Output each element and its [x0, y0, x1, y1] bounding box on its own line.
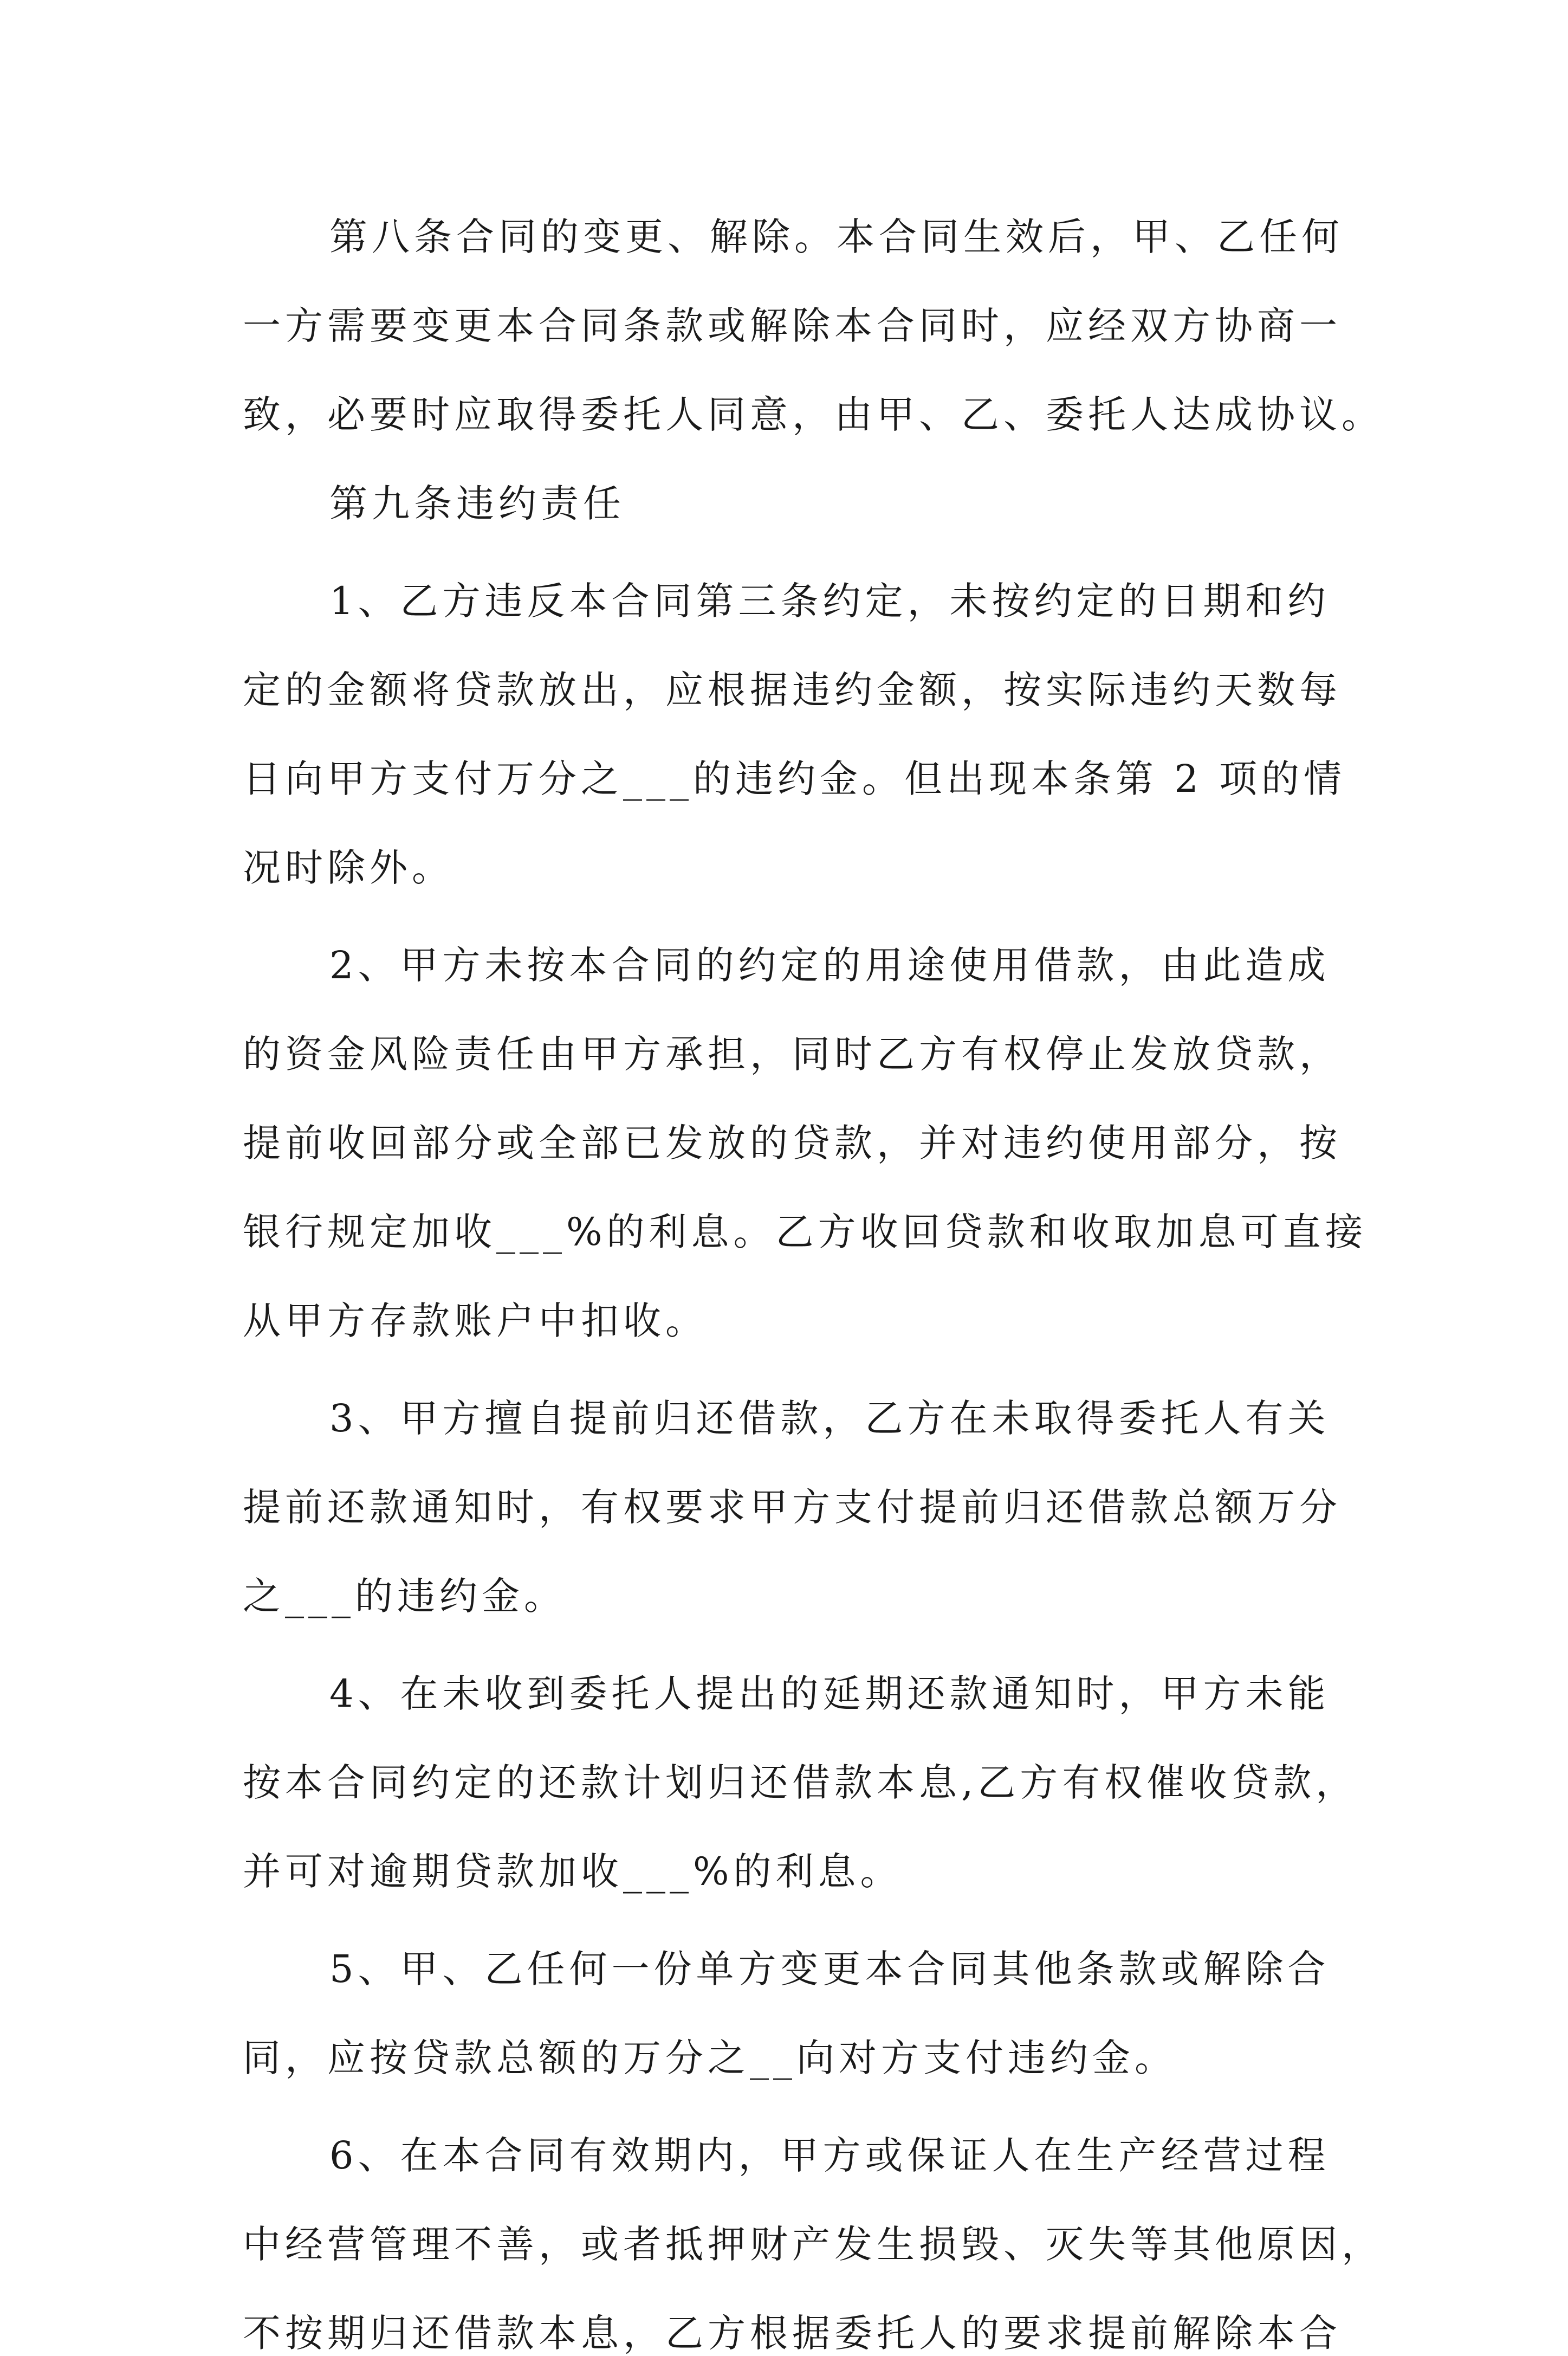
- clause-8-line-3: 致，必要时应取得委托人同意，由甲、乙、委托人达成协议。: [243, 392, 1384, 437]
- item-6-line-2: 中经营管理不善，或者抵押财产发生损毁、灭失等其他原因，: [243, 2222, 1384, 2267]
- clause-8-line-2: 一方需要变更本合同条款或解除本合同时，应经双方协商一: [243, 304, 1342, 348]
- item-1-line-1: 1、乙方违反本合同第三条约定，未按约定的日期和约: [329, 579, 1330, 623]
- item-1-line-4: 况时除外。: [243, 845, 454, 890]
- clause-9-heading: 第九条违约责任: [329, 481, 625, 526]
- item-2-line-3: 提前收回部分或全部已发放的贷款，并对违约使用部分，按: [243, 1121, 1342, 1165]
- item-4-line-3: 并可对逾期贷款加收___%的利息。: [243, 1849, 903, 1894]
- item-3-line-3: 之___的违约金。: [243, 1574, 566, 1618]
- item-2-line-1: 2、甲方未按本合同的约定的用途使用借款，由此造成: [329, 943, 1330, 987]
- item-6-line-1: 6、在本合同有效期内，甲方或保证人在生产经营过程: [329, 2133, 1330, 2178]
- document-body: [243, 214, 1384, 2356]
- item-2-line-4: 银行规定加收___%的利息。乙方收回贷款和收取加息可直接: [243, 1210, 1368, 1254]
- item-4-line-2: 按本合同约定的还款计划归还借款本息,乙方有权催收贷款，: [243, 1760, 1358, 1805]
- item-1-line-2: 定的金额将贷款放出，应根据违约金额，按实际违约天数每: [243, 668, 1342, 712]
- item-2-line-5: 从甲方存款账户中扣收。: [243, 1299, 708, 1343]
- item-3-line-1: 3、甲方擅自提前归还借款，乙方在未取得委托人有关: [329, 1396, 1330, 1441]
- item-4-line-1: 4、在未收到委托人提出的延期还款通知时，甲方未能: [329, 1671, 1330, 1716]
- item-5-line-1: 5、甲、乙任何一份单方变更本合同其他条款或解除合: [329, 1947, 1330, 1991]
- item-2-line-2: 的资金风险责任由甲方承担，同时乙方有权停止发放贷款，: [243, 1032, 1342, 1076]
- clause-8-line-1: 第八条合同的变更、解除。本合同生效后，甲、乙任何: [329, 215, 1344, 259]
- item-5-line-2: 同，应按贷款总额的万分之__向对方支付违约金。: [243, 2036, 1177, 2080]
- item-3-line-2: 提前还款通知时，有权要求甲方支付提前归还借款总额万分: [243, 1485, 1342, 1529]
- item-6-line-3: 不按期归还借款本息，乙方根据委托人的要求提前解除本合: [243, 2311, 1342, 2355]
- item-1-line-3: 日向甲方支付万分之___的违约金。但出现本条第 2 项的情: [243, 757, 1346, 801]
